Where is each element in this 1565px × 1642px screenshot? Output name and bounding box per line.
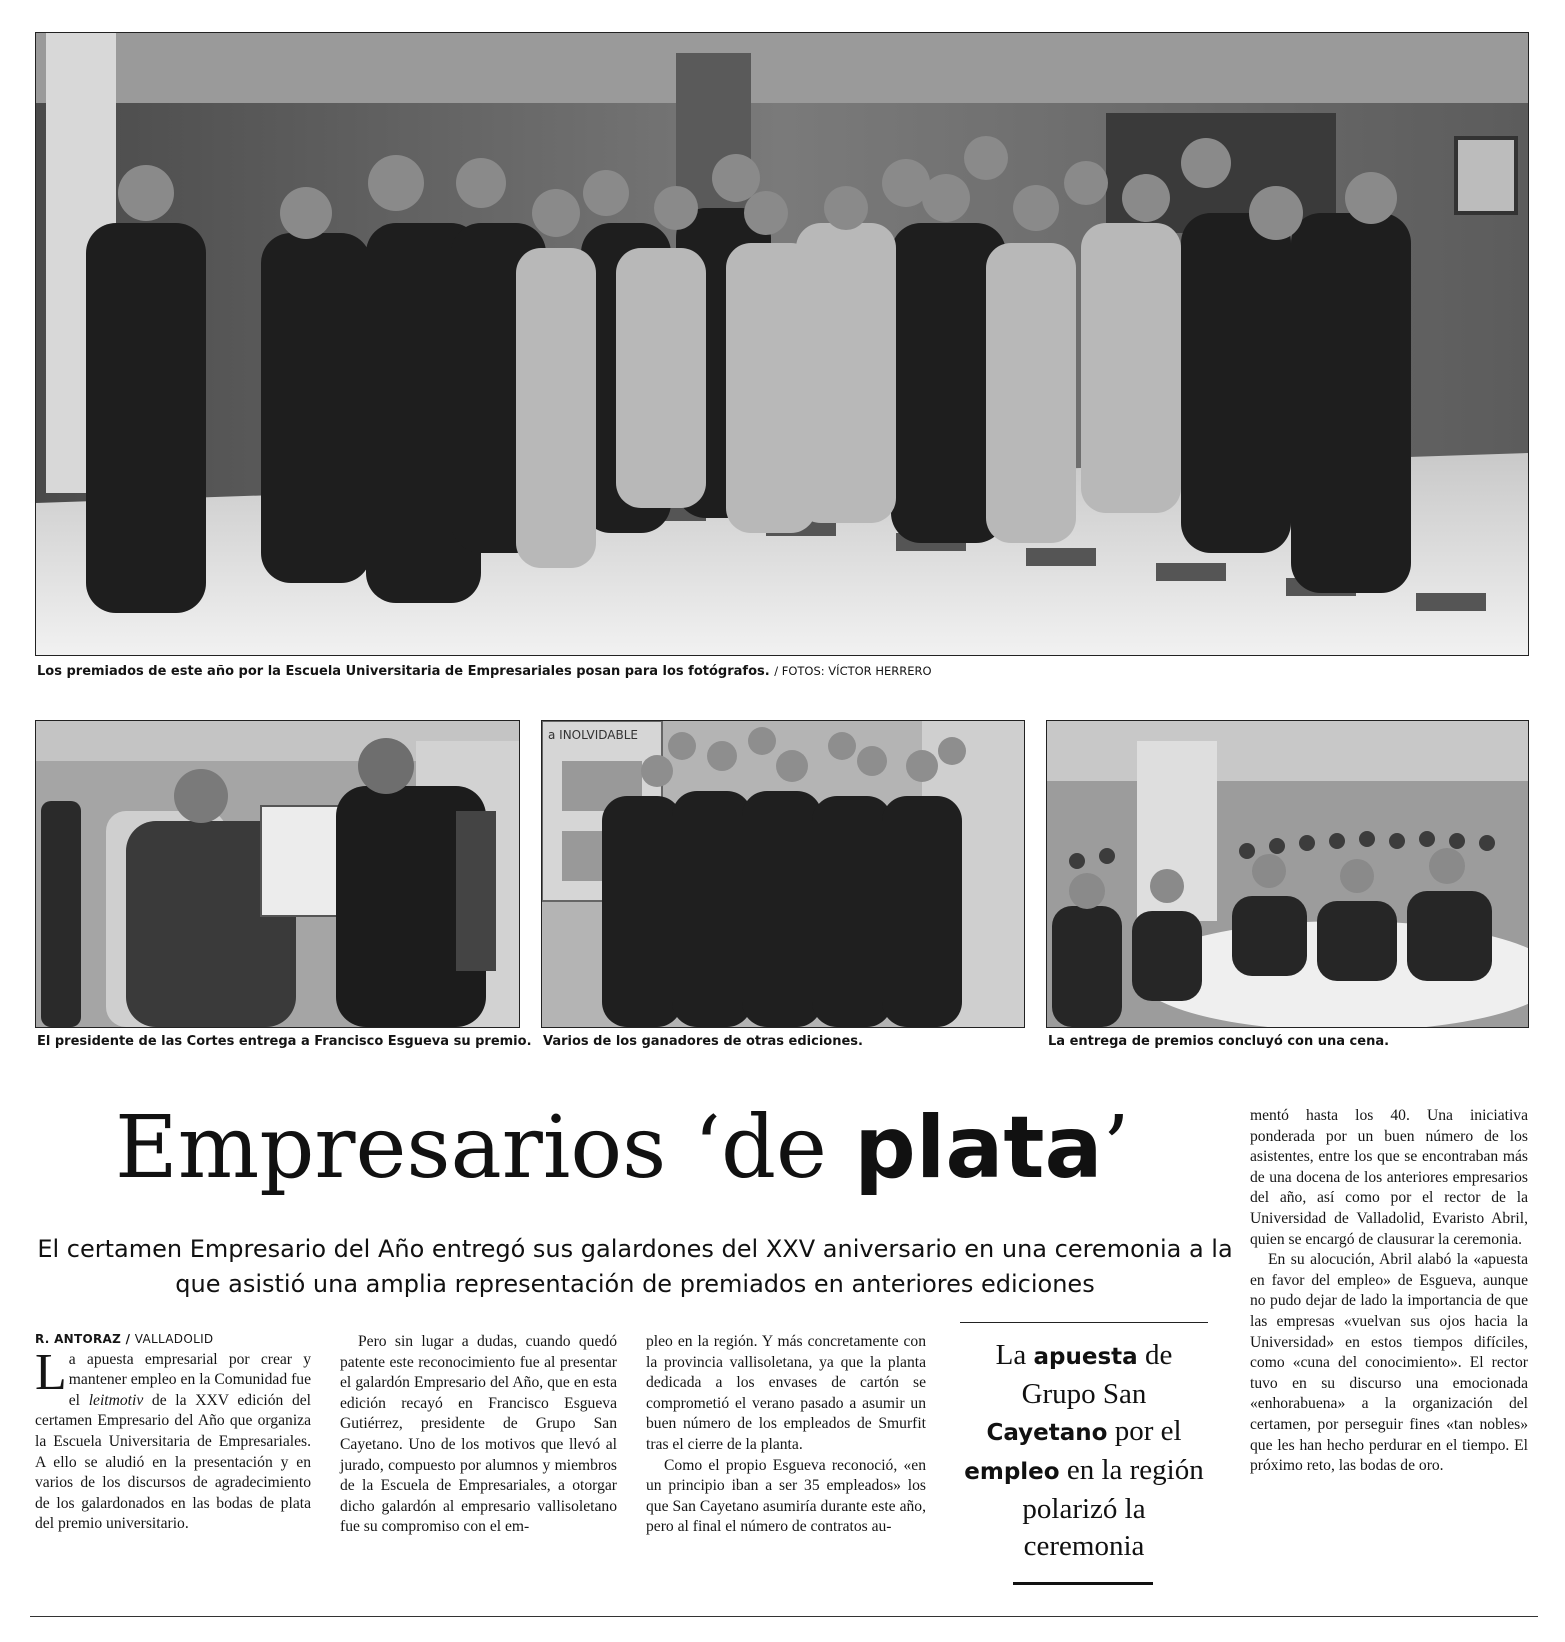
photo-credit: / FOTOS: VÍCTOR HERRERO	[774, 664, 932, 678]
drop-cap: L	[35, 1343, 67, 1401]
byline	[35, 1329, 311, 1350]
bottom-rule	[30, 1616, 1538, 1617]
article-column-4	[1250, 1106, 1528, 1477]
byline-place: VALLADOLID	[134, 1332, 214, 1346]
main-group-photo	[35, 32, 1529, 656]
col1-text: a apuesta empresarial por crear y mantener empleo en la Comunidad fue el	[68, 1350, 311, 1409]
headline	[115, 1098, 1130, 1198]
article-column-2	[340, 1332, 617, 1538]
headline-regular: Empresarios ‘de	[115, 1098, 855, 1198]
col4-paragraph-2: En su alocución, Abril alabó la «apuesta en favor del empleo» de Esgueva, aunque no pudo dejar de lado la importancia de que las empresas «vuelvan sus ojos hacia la Universidad» en estos tiempos difíciles, como «cuna del conocimiento». El rector tuvo en su discurso una emocionada «enhorabuena» a la organización del certamen, por perseguir fines «tan nobles» que les han hecho perdurar en el tiempo. El próximo reto, las bodas de oro.	[1250, 1251, 1528, 1475]
article-column-3	[646, 1332, 926, 1538]
main-photo-caption	[37, 664, 932, 679]
dinner-photo	[1046, 720, 1529, 1028]
headline-end: ’	[1102, 1098, 1130, 1198]
past-winners-photo	[541, 720, 1025, 1028]
col4-paragraph-1: mentó hasta los 40. Una iniciativa ponderada por un buen número de los asistentes, entre los que se encontraban más de una docena de los anteriores empresarios del año, así como por el rector de la Universidad de Valladolid, Evaristo Abril, quien se encargó de clausurar la ceremonia.	[1250, 1107, 1528, 1248]
main-caption-text: Los premiados de este año por la Escuela Universitaria de Empresariales posan para los fotógrafos.	[37, 664, 770, 679]
pullquote-part-1: La	[995, 1339, 1034, 1371]
col2-text: Pero sin lugar a dudas, cuando quedó patente este reconocimiento fue al presentar el galardón Empresario del Año, que en esta edición recayó en Francisco Esgueva Gutiérrez, presidente de Grupo San Cayetano. Uno de los motivos que llevó al jurado, compuesto por alumnos y miembros de la Escuela de Empresariales, a otorgar dicho galardón al empresario vallisoletano fue su compromiso con el em-	[340, 1333, 617, 1536]
byline-author: R. ANTORAZ /	[35, 1332, 135, 1346]
caption-award-handover: El presidente de las Cortes entrega a Francisco Esgueva su premio.	[37, 1034, 532, 1049]
pullquote-part-2: de Grupo San	[1021, 1339, 1173, 1410]
pull-quote	[960, 1322, 1208, 1565]
caption-past-winners: Varios de los ganadores de otras ediciones.	[543, 1034, 863, 1049]
col1-rest: de la XXV edición del certamen Empresario del Año que organiza la Escuela Universitaria de Empresariales. A ello se aludió en la presentación y en varios de los discursos de agradecimiento de los galardonados en las bodas de plata del premio universitario.	[35, 1391, 311, 1533]
sign-text: a INOLVIDABLE	[548, 728, 638, 742]
pullquote-bold-1: apuesta	[1033, 1344, 1138, 1370]
pullquote-bold-3: empleo	[964, 1459, 1060, 1485]
pull-quote-rule	[1013, 1582, 1153, 1585]
headline-bold: plata	[854, 1098, 1103, 1198]
article-column-1	[35, 1329, 311, 1535]
pullquote-part-4: en la región polarizó la ceremonia	[1022, 1454, 1204, 1562]
col1-italic: leitmotiv	[88, 1391, 144, 1409]
award-handover-photo	[35, 720, 520, 1028]
pullquote-bold-2: Cayetano	[986, 1420, 1108, 1446]
caption-dinner: La entrega de premios concluyó con una cena.	[1048, 1034, 1390, 1049]
col3-paragraph-2: Como el propio Esgueva reconoció, «en un principio iban a ser 35 empleados» los que San Cayetano asumiría durante este año, pero al final el número de contratos au-	[646, 1456, 926, 1536]
pullquote-part-3: por el	[1107, 1415, 1182, 1447]
subheadline: El certamen Empresario del Año entregó sus galardones del XXV aniversario en una ceremonia a la que asistió una amplia representación de premiados en anteriores ediciones	[37, 1235, 1233, 1298]
col3-paragraph-1: pleo en la región. Y más concretamente con la provincia vallisoletana, ya que la planta dedicada a los envases de cartón se comprometió el verano pasado a asumir un buen número de los empleados de Smurfit tras el cierre de la planta.	[646, 1333, 926, 1453]
